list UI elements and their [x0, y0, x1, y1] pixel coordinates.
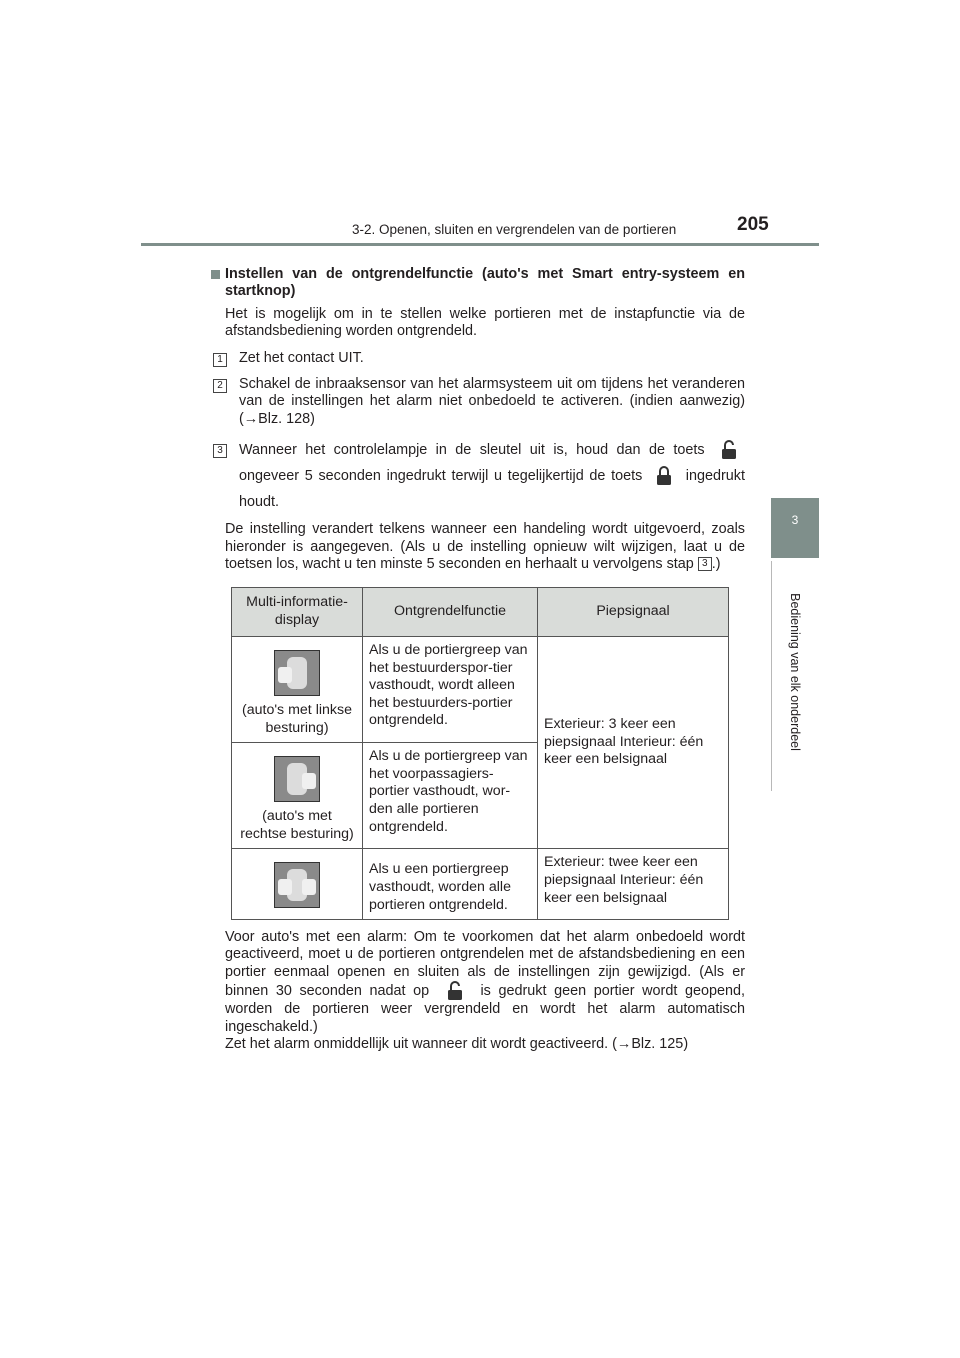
page-number: 205	[737, 214, 769, 235]
function-cell: Als u de portiergreep van het voorpassagiers-portier vasthoudt, wor-den alle portieren ontgrendeld.	[363, 743, 538, 849]
display-cell	[232, 849, 363, 920]
all-doors-display-icon	[274, 862, 320, 908]
table-header: Piepsignaal	[538, 588, 729, 637]
signal-cell: Exterieur: twee keer een piepsignaal Interieur: één keer een belsignaal	[538, 849, 729, 920]
driver-door-display-icon	[274, 650, 320, 696]
passenger-door-display-icon	[274, 756, 320, 802]
section-unlock-function	[211, 266, 745, 573]
table-header-row	[232, 588, 729, 637]
display-caption: (auto's met linkse besturing)	[242, 702, 352, 736]
step-number: 3	[213, 444, 227, 458]
table-header: Ontgrendelfunctie	[363, 588, 538, 637]
setting-table	[231, 587, 729, 920]
unlock-icon	[721, 440, 737, 460]
table-row	[232, 637, 729, 743]
chapter-title: 3-2. Openen, sluiten en vergrendelen van de portieren	[352, 222, 677, 237]
signal-cell: Exterieur: 3 keer een piepsignaal Interieur: één keer een belsignaal	[538, 637, 729, 849]
section-heading: Instellen van de ontgrendelfunctie (auto's met Smart entry-systeem en startknop)	[211, 266, 745, 301]
step-number: 1	[213, 353, 227, 367]
display-cell	[232, 637, 363, 743]
side-tab-label: Bediening van elk onderdeel	[788, 593, 802, 751]
side-tab-number: 3	[771, 498, 819, 558]
display-caption: (auto's met rechtse besturing)	[240, 808, 354, 842]
function-cell: Als u de portiergreep van het bestuurderspor-tier vasthoudt, wordt alleen het bestuurders-portier ontgrendeld.	[363, 637, 538, 743]
step-ref-number: 3	[698, 557, 712, 571]
table-row	[232, 849, 729, 920]
step-2: 2 Schakel de inbraaksensor van het alarmsysteem uit om tijdens het veranderen van de instellingen het alarm niet onbedoeld te activeren. (indien aanwezig) (→Blz. 128)	[211, 376, 745, 428]
header-rule	[141, 243, 819, 246]
lock-icon	[656, 466, 672, 486]
display-cell	[232, 743, 363, 849]
table-header: Multi-informatie-display	[232, 588, 363, 637]
function-cell: Als u een portiergreep vasthoudt, worden alle portieren ontgrendeld.	[363, 849, 538, 920]
unlock-icon	[447, 981, 463, 1001]
alarm-note: Voor auto's met een alarm: Om te voorkomen dat het alarm onbedoeld wordt geactiveerd, moet u de portieren ontgrendelen met de afstandsbediening en een portier eenmaal openen en sluiten als de instellingen zijn gewijzigd. (Als er binnen 30 seconden nadat op is gedrukt geen portier wordt geopend, worden de portieren weer vergrendeld en wordt het alarm automatisch ingeschakeld.) Zet het alarm onmiddellijk uit wanneer dit wordt geactiveerd. (→Blz. 125)	[225, 929, 746, 1053]
step-number: 2	[213, 379, 227, 393]
step-3: 3 Wanneer het controlelampje in de sleutel uit is, houd dan de toets ongeveer 5 seconden ingedrukt terwijl u tegelijkertijd de toets ingedrukt houdt.	[211, 437, 745, 515]
heading-bullet-icon	[211, 270, 220, 279]
change-text: De instelling verandert telkens wanneer een handeling wordt uitgevoerd, zoals hieronder is aangegeven. (Als u de instelling opnieuw wilt wijzigen, laat u de toetsen los, wacht u ten minste 5 seconden en herhaalt u vervolgens stap 3 .)	[225, 521, 745, 573]
intro-text: Het is mogelijk om in te stellen welke portieren met de instapfunctie via de afstandsbediening worden ontgrendeld.	[225, 305, 745, 340]
step-1: 1 Zet het contact UIT.	[211, 350, 745, 367]
